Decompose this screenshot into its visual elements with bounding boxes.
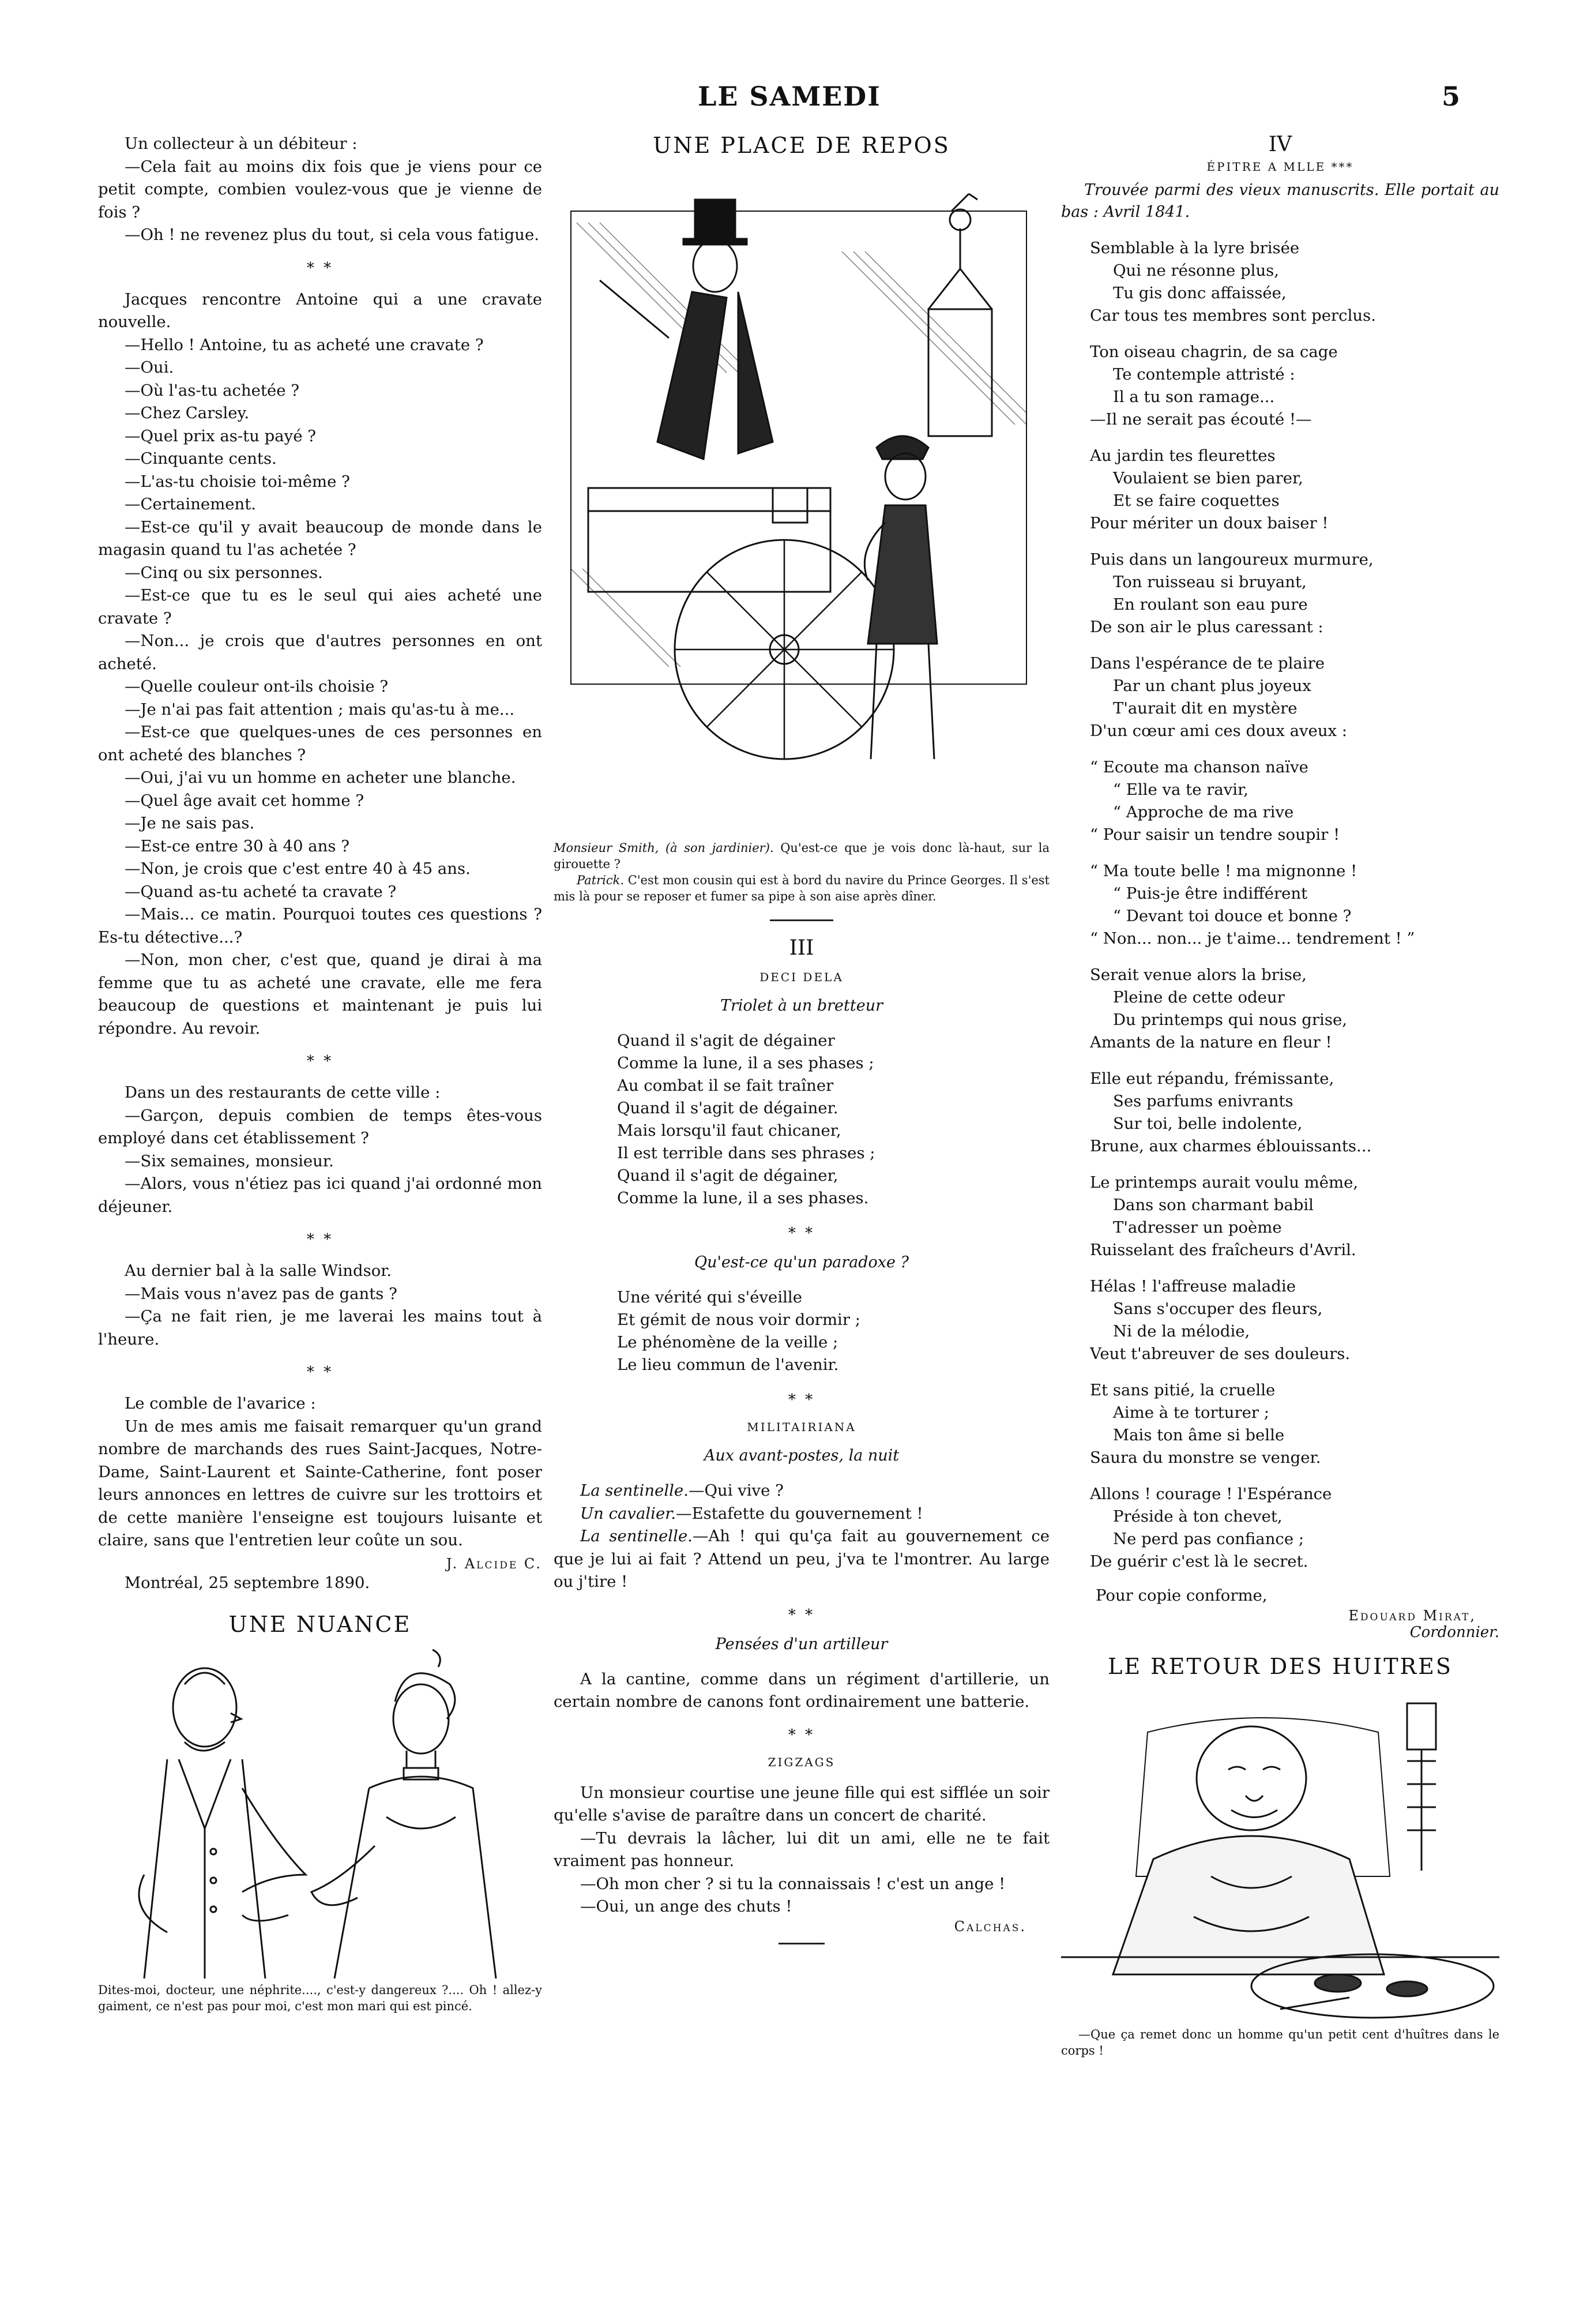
verse-line: Le printemps aurait voulu même, (1090, 1173, 1359, 1192)
verse-line: Le lieu commun de l'avenir. (617, 1356, 839, 1374)
zigzags-heading: ZIGZAGS (768, 1755, 836, 1769)
speaker: La sentinelle. (580, 1527, 693, 1545)
verse-line: Comme la lune, il a ses phases ; (617, 1054, 874, 1072)
verse-line: Pour mériter un doux baiser ! (1090, 514, 1329, 532)
verse-line: Allons ! courage ! l'Espérance (1090, 1485, 1332, 1503)
cravate-dialog (98, 288, 542, 1041)
dialog-line: —Est-ce entre 30 à 40 ans ? (125, 836, 349, 855)
anecdote-collecteur-reply: —Oh ! ne revenez plus du tout, si cela vous fatigue. (125, 226, 540, 244)
verse-line: Semblable à la lyre brisée (1090, 239, 1300, 257)
dialog-line: —Quand as-tu acheté ta cravate ? (125, 882, 397, 901)
verse-line: —Il ne serait pas écouté !— (1090, 410, 1312, 429)
verse-line: Tu gis donc affaissée, (1113, 284, 1287, 302)
verse-line: Ton oiseau chagrin, de sa cage (1090, 343, 1338, 361)
verse-line: T'aurait dit en mystère (1113, 699, 1298, 718)
bal-line: —Mais vous n'avez pas de gants ? (125, 1284, 397, 1303)
dialog-line: —Certainement. (125, 495, 257, 513)
verse-line: Quand il s'agit de dégainer, (617, 1166, 838, 1185)
dialog-line: —Oui. (125, 358, 174, 377)
verse-line: Saura du monstre se venger. (1090, 1448, 1321, 1467)
dialog-line: —Quel prix as-tu payé ? (125, 426, 316, 445)
speaker: Un cavalier. (580, 1504, 676, 1523)
section-separator: * * (788, 1606, 815, 1624)
verse-line: Du printemps qui nous grise, (1113, 1011, 1347, 1029)
dialog-line: —Hello ! Antoine, tu as acheté une cravate ? (125, 335, 484, 354)
section-separator: * * (306, 259, 334, 277)
verse-line: Ruisselant des fraîcheurs d'Avril. (1090, 1241, 1356, 1259)
verse-line: Quand il s'agit de dégainer (617, 1031, 835, 1050)
speech: —Qui vive ? (688, 1481, 784, 1500)
caption-text: C'est mon cousin qui est à bord du navire du Prince Georges. Il s'est mis là pour se reposer et fumer sa pipe à son aise après dîner. (554, 873, 1050, 903)
dialog-line: —Chez Carsley. (125, 404, 250, 422)
verse-line: Amants de la nature en fleur ! (1090, 1033, 1332, 1052)
stanza (1090, 860, 1499, 950)
verse-line: Mais lorsqu'il faut chicaner, (617, 1121, 841, 1140)
section-separator: * * (306, 1053, 334, 1070)
resto-line: —Alors, vous n'étiez pas ici quand j'ai ordonné mon déjeuner. (98, 1174, 542, 1216)
verse-line: D'un cœur ami ces doux aveux : (1090, 722, 1348, 740)
militaire-line (554, 1480, 1050, 1503)
dialog-line: —Où l'as-tu achetée ? (125, 381, 300, 400)
stanza (1090, 549, 1499, 639)
verse-line: Car tous tes membres sont perclus. (1090, 306, 1376, 325)
paradoxe-poem (617, 1286, 1050, 1376)
verse-line: Sur toi, belle indolente, (1113, 1114, 1303, 1133)
anecdote-collecteur-line: —Cela fait au moins dix fois que je viens pour ce petit compte, combien voulez-vous que je vienne de fois ? (98, 157, 542, 221)
avarice-title: Le comble de l'avarice : (125, 1394, 316, 1413)
column-middle (554, 133, 1050, 1953)
verse-line: “ Elle va te ravir, (1113, 780, 1248, 799)
repos-caption (554, 840, 1050, 872)
huitres-illustration (1061, 1686, 1499, 2021)
stanza (1090, 652, 1499, 742)
caption-speaker: Monsieur Smith, (à son jardinier). (554, 841, 774, 855)
verse-line: Le phénomène de la veille ; (617, 1333, 838, 1351)
verse-line: Elle eut répandu, frémissante, (1090, 1069, 1334, 1088)
verse-line: “ Puis-je être indifférent (1113, 884, 1308, 903)
verse-line: Dans son charmant babil (1113, 1196, 1314, 1214)
triolet-poem (617, 1030, 1050, 1210)
verse-line: Préside à ton chevet, (1113, 1507, 1283, 1526)
verse-line: Te contemple attristé : (1113, 365, 1295, 384)
verse-line: Et gémit de nous voir dormir ; (617, 1311, 860, 1329)
verse-line: “ Ma toute belle ! ma mignonne ! (1090, 862, 1357, 880)
nuance-title: UNE NUANCE (228, 1612, 412, 1637)
section-separator: * * (306, 1231, 334, 1248)
repos-caption-reply (554, 872, 1050, 904)
militaire-line (554, 1503, 1050, 1526)
huitres-caption: —Que ça remet donc un homme qu'un petit cent d'huîtres dans le corps ! (1061, 2027, 1499, 2058)
avarice-text: Un de mes amis me faisait remarquer qu'un grand nombre de marchands des rues Saint-Jacques, Notre-Dame, Saint-Laurent et Sainte-Catherine, font poser leurs annonces en lettres de cuivre sur les trottoirs et de cette manière l'enseigne est toujours luisante et claire, sans que l'entretien leur coûte un sou. (98, 1417, 542, 1549)
avant-postes-subtitle: Aux avant-postes, la nuit (704, 1447, 900, 1465)
epitre-heading: ÉPITRE A MLLE *** (1206, 160, 1354, 174)
verse-line: “ Devant toi douce et bonne ? (1113, 907, 1352, 925)
speaker: La sentinelle. (580, 1481, 689, 1500)
verse-line: Mais ton âme si belle (1113, 1426, 1285, 1444)
verse-line: Quand il s'agit de dégainer. (617, 1099, 838, 1117)
zigzag-line: —Tu devrais la lâcher, lui dit un ami, elle ne te fait vraiment pas honneur. (554, 1829, 1050, 1870)
verse-line: “ Non... non... je t'aime... tendrement ! ” (1090, 929, 1415, 948)
newspaper-title: LE SAMEDI (698, 81, 881, 112)
verse-line: Hélas ! l'affreuse maladie (1090, 1277, 1296, 1296)
section-separator: * * (788, 1391, 815, 1409)
verse-line: Ne perd pas confiance ; (1113, 1530, 1304, 1548)
resto-line: —Garçon, depuis combien de temps êtes-vous employé dans cet établissement ? (98, 1106, 542, 1147)
dialog-line: —Est-ce que quelques-unes de ces personnes en ont acheté des blanches ? (98, 723, 542, 764)
man-with-oysters-drawing (1061, 1686, 1499, 2021)
artilleur-text: A la cantine, comme dans un régiment d'artillerie, un certain nombre de canons font ordinairement une batterie. (554, 1669, 1050, 1711)
signature: J. Alcide C. (446, 1555, 542, 1572)
huitres-title: LE RETOUR DES HUITRES (1108, 1653, 1453, 1679)
dialog-line: Jacques rencontre Antoine qui a une cravate nouvelle. (98, 290, 542, 331)
caption-speaker: Patrick. (577, 873, 625, 887)
dialog-line: —Mais... ce matin. Pourquoi toutes ces questions ? Es-tu détective...? (98, 905, 542, 947)
signature-role: Cordonnier. (1409, 1623, 1499, 1641)
stanza (1090, 1379, 1499, 1469)
copie-conforme: Pour copie conforme, (1096, 1586, 1268, 1605)
repos-illustration (554, 165, 1050, 834)
verse-line: Dans l'espérance de te plaire (1090, 654, 1325, 673)
dialog-line: —Cinq ou six personnes. (125, 563, 323, 582)
verse-line: Au combat il se fait traîner (617, 1076, 834, 1095)
stanza (1090, 1483, 1499, 1573)
section-number: IV (1268, 133, 1292, 156)
stanza (1090, 1275, 1499, 1365)
paradoxe-subtitle: Qu'est-ce qu'un paradoxe ? (694, 1253, 909, 1271)
carriage-and-gardener-drawing (554, 165, 1050, 834)
speech: —Ah ! qui qu'ça fait au gouvernement ce que je lui ai fait ? Attend un peu, j'va te l'montrer. Au large ou j'tire ! (554, 1527, 1050, 1591)
section-separator: * * (306, 1364, 334, 1381)
dateline: Montréal, 25 septembre 1890. (125, 1573, 370, 1592)
verse-line: Veut t'abreuver de ses douleurs. (1090, 1345, 1351, 1363)
divider (779, 1943, 825, 1944)
column-left (98, 133, 542, 2014)
verse-line: Ni de la mélodie, (1113, 1322, 1250, 1341)
dialog-line: —Quel âge avait cet homme ? (125, 791, 364, 810)
anecdote-collecteur-intro: Un collecteur à un débiteur : (125, 134, 358, 153)
divider (770, 919, 833, 921)
verse-line: “ Approche de ma rive (1113, 803, 1294, 821)
epitre-note: Trouvée parmi des vieux manuscrits. Elle portait au bas : Avril 1841. (1061, 181, 1499, 221)
stanza (1090, 1172, 1499, 1262)
verse-line: T'adresser un poème (1113, 1218, 1282, 1237)
dialog-line: —Je ne sais pas. (125, 814, 255, 832)
militairiana-heading: MILITAIRIANA (747, 1420, 856, 1434)
verse-line: “ Pour saisir un tendre soupir ! (1090, 825, 1340, 844)
verse-line: Par un chant plus joyeux (1113, 677, 1311, 695)
speech: —Estafette du gouvernement ! (676, 1504, 923, 1523)
verse-line: Puis dans un langoureux murmure, (1090, 550, 1374, 569)
verse-line: Comme la lune, il a ses phases. (617, 1189, 869, 1207)
verse-line: Il a tu son ramage... (1113, 388, 1275, 406)
repos-title: UNE PLACE DE REPOS (653, 133, 950, 158)
verse-line: Au jardin tes fleurettes (1090, 446, 1276, 465)
zigzag-line: —Oh mon cher ? si tu la connaissais ! c'est un ange ! (580, 1874, 1006, 1893)
verse-line: Pleine de cette odeur (1113, 988, 1285, 1007)
zigzag-line: —Oui, un ange des chuts ! (580, 1897, 792, 1916)
dialog-line: —Oui, j'ai vu un homme en acheter une blanche. (125, 768, 516, 787)
section-number: III (789, 936, 814, 960)
dialog-line: —Non, je crois que c'est entre 40 à 45 ans. (125, 859, 471, 878)
stanza (1090, 341, 1499, 431)
verse-line: Sans s'occuper des fleurs, (1113, 1300, 1323, 1318)
dialog-line: —Non, mon cher, c'est que, quand je dirai à ma femme que tu as acheté une cravate, elle me fera beaucoup de questions et maintenant je puis lui répondre. Au revoir. (98, 951, 542, 1038)
verse-line: “ Ecoute ma chanson naïve (1090, 758, 1308, 776)
militaire-line (554, 1525, 1050, 1594)
dialog-line: —Non... je crois que d'autres personnes en ont acheté. (98, 632, 542, 673)
bal-line: Au dernier bal à la salle Windsor. (125, 1262, 392, 1280)
zigzag-line: Un monsieur courtise une jeune fille qui est sifflée un soir qu'elle s'avise de paraître dans un concert de charité. (554, 1783, 1050, 1824)
resto-line: Dans un des restaurants de cette ville : (125, 1083, 441, 1102)
nuance-illustration (98, 1644, 542, 1978)
stanza (1090, 237, 1499, 327)
verse-line: Voulaient se bien parer, (1113, 469, 1303, 487)
section-separator: * * (788, 1726, 815, 1744)
stanza (1090, 445, 1499, 535)
column-right (1061, 133, 1499, 2059)
verse-line: Serait venue alors la brise, (1090, 966, 1307, 984)
dialog-line: —Je n'ai pas fait attention ; mais qu'as-tu à me... (125, 700, 515, 719)
stanza (1090, 964, 1499, 1054)
verse-line: Brune, aux charmes éblouissants... (1090, 1137, 1372, 1155)
dialog-line: —Quelle couleur ont-ils choisie ? (125, 677, 389, 696)
artilleur-subtitle: Pensées d'un artilleur (715, 1635, 888, 1653)
section-separator: * * (788, 1225, 815, 1242)
bal-line: —Ça ne fait rien, je me laverai les mains tout à l'heure. (98, 1307, 542, 1349)
verse-line: Il est terrible dans ses phrases ; (617, 1144, 875, 1162)
verse-line: En roulant son eau pure (1113, 595, 1308, 614)
deci-dela-heading: DECI DELA (759, 970, 844, 984)
nuance-caption: Dites-moi, docteur, une néphrite...., c'est-y dangereux ?.... Oh ! allez-y gaiment, ce n'est pas pour moi, c'est mon mari qui est pincé. (98, 1983, 542, 2013)
verse-line: Ton ruisseau si bruyant, (1113, 573, 1307, 591)
signature: Calchas. (954, 1918, 1026, 1935)
triolet-subtitle: Triolet à un bretteur (720, 997, 883, 1015)
verse-line: Ses parfums enivrants (1113, 1092, 1293, 1110)
signature-name: Edouard Mirat, (1348, 1607, 1476, 1624)
dialog-line: —Cinquante cents. (125, 449, 277, 468)
stanza (1090, 756, 1499, 846)
dialog-line: —Est-ce qu'il y avait beaucoup de monde dans le magasin quand tu l'as achetée ? (98, 517, 542, 559)
verse-line: Qui ne résonne plus, (1113, 261, 1280, 280)
verse-line: De son air le plus caressant : (1090, 618, 1323, 636)
verse-line: Et se faire coquettes (1113, 491, 1280, 510)
resto-line: —Six semaines, monsieur. (125, 1151, 334, 1170)
dialog-line: —Est-ce que tu es le seul qui aies acheté une cravate ? (98, 586, 542, 628)
masthead (0, 81, 1587, 127)
verse-line: De guérir c'est là le secret. (1090, 1552, 1308, 1571)
epitre-poem (1061, 237, 1499, 1573)
verse-line: Et sans pitié, la cruelle (1090, 1381, 1276, 1399)
page-number: 5 (1442, 81, 1461, 112)
doctor-and-lady-drawing (98, 1644, 542, 1978)
dialog-line: —L'as-tu choisie toi-même ? (125, 472, 350, 491)
verse-line: Une vérité qui s'éveille (617, 1288, 802, 1306)
caption-text: Qu'est-ce que je vois donc là-haut, sur la girouette ? (554, 841, 1050, 871)
stanza (1090, 1068, 1499, 1158)
verse-line: Aime à te torturer ; (1113, 1403, 1270, 1422)
